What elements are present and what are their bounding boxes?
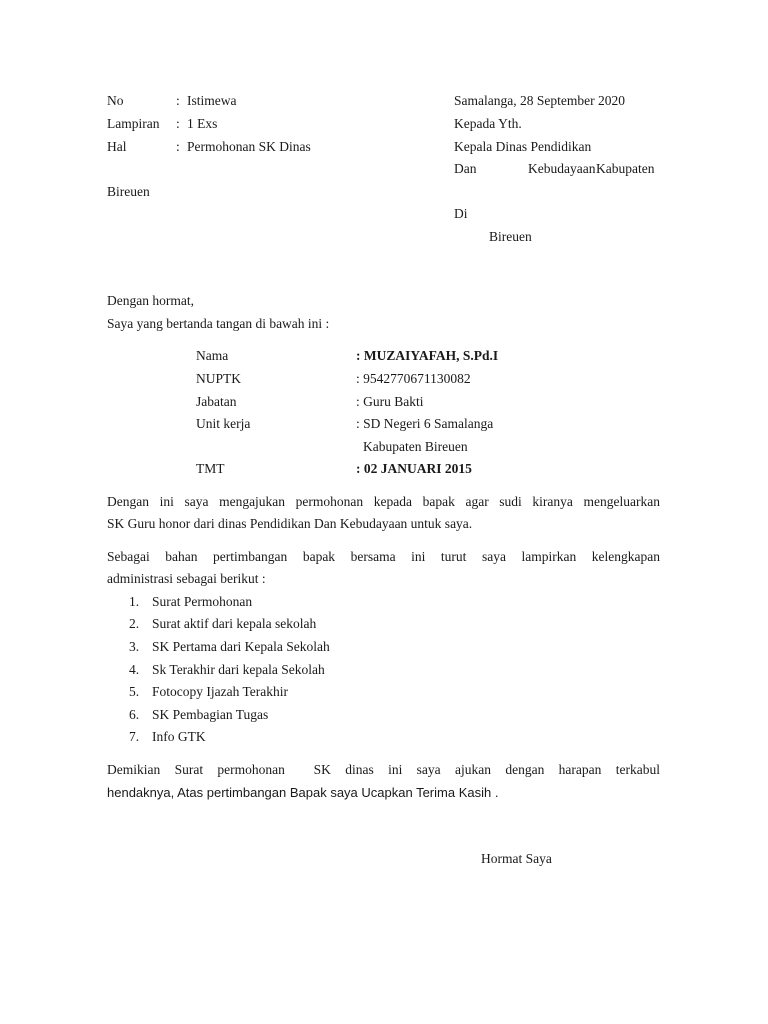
identity-value-tmt: : 02 JANUARI 2015 [356,461,472,476]
meta-value-hal: Permohonan SK Dinas [187,139,311,154]
list-item: Fotocopy Ijazah Terakhir [152,684,289,699]
meta-colon: : [176,116,180,131]
list-item-number: 3. [129,639,140,654]
recipient-word-dan: Dan [454,161,477,176]
list-item-number: 5. [129,684,140,699]
list-item-number: 6. [129,707,140,722]
list-item: SK Pertama dari Kepala Sekolah [152,639,330,654]
identity-value-nuptk: : 9542770671130082 [356,371,471,386]
identity-value-nama: : MUZAIYAFAH, S.Pd.I [356,348,499,363]
list-item: Surat Permohonan [152,594,253,609]
identity-label: Jabatan [196,394,237,409]
identity-label: Unit kerja [196,416,251,431]
list-item: Surat aktif dari kepala sekolah [152,616,317,631]
recipient-word-kebudayaan: Kebudayaan [528,161,596,176]
list-item: Info GTK [152,729,206,744]
meta-value-no: Istimewa [187,93,237,108]
list-item-number: 7. [129,729,140,744]
identity-label: Nama [196,348,229,363]
intro-line: Saya yang bertanda tangan di bawah ini : [107,316,330,331]
paragraph-request-line2: SK Guru honor dari dinas Pendidikan Dan Kebudayaan untuk saya. [107,516,473,531]
closing-line2: hendaknya, Atas pertimbangan Bapak saya Ucapkan Terima Kasih . [107,785,499,800]
recipient-city: Bireuen [489,229,532,244]
recipient-line-1: Kepada Yth. [454,116,522,131]
identity-label: TMT [196,461,225,476]
recipient-line-4: Bireuen [107,184,150,199]
identity-value-unit: : SD Negeri 6 Samalanga [356,416,494,431]
closing-line1: Demikian Surat permohonan SK dinas ini saya ajukan dengan harapan terkabul [107,762,660,777]
identity-value-jabatan: : Guru Bakti [356,394,424,409]
meta-label-lampiran: Lampiran [107,116,160,131]
identity-label: NUPTK [196,371,242,386]
identity-value-unit-cont: Kabupaten Bireuen [363,439,468,454]
list-item-number: 4. [129,662,140,677]
meta-label-hal: Hal [107,139,127,154]
signature-salutation: Hormat Saya [481,851,552,866]
greeting: Dengan hormat, [107,293,194,308]
paragraph-attachments-line2: administrasi sebagai berikut : [107,571,266,586]
recipient-line-2: Kepala Dinas Pendidikan [454,139,592,154]
list-item: SK Pembagian Tugas [152,707,269,722]
meta-label-no: No [107,93,124,108]
meta-value-lampiran: 1 Exs [187,116,218,131]
list-item-number: 2. [129,616,140,631]
meta-colon: : [176,93,180,108]
meta-colon: : [176,139,180,154]
letter-date: Samalanga, 28 September 2020 [454,93,625,108]
paragraph-request-line1: Dengan ini saya mengajukan permohonan kepada bapak agar sudi kiranya mengeluarkan [107,494,660,509]
recipient-di: Di [454,206,468,221]
list-item: Sk Terakhir dari kepala Sekolah [152,662,325,677]
paragraph-attachments-line1: Sebagai bahan pertimbangan bapak bersama ini turut saya lampirkan kelengkapan [107,549,660,564]
recipient-word-kabupaten: Kabupaten [596,161,655,176]
list-item-number: 1. [129,594,140,609]
